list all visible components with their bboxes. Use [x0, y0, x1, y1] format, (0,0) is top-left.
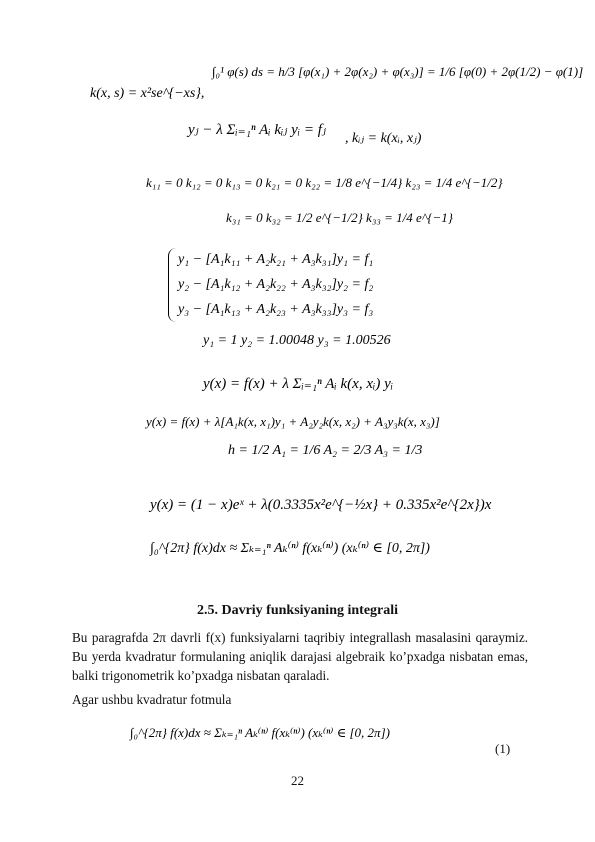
approximate-solution: y(x) = f(x) + λ Σᵢ₌₁ⁿ Aᵢ k(x, xᵢ) yᵢ — [203, 376, 394, 392]
system-solutions: y₁ = 1 y₂ = 1.00048 y₃ = 1.00526 — [203, 333, 391, 348]
linear-system-equation: yⱼ − λ Σᵢ₌₁ⁿ Aᵢ kᵢⱼ yᵢ = fⱼ — [188, 122, 326, 138]
formula-intro: Agar ushbu kvadratur fotmula — [72, 692, 232, 707]
kernel-notation: , kᵢⱼ = k(xᵢ, xⱼ) — [345, 131, 422, 146]
system-row-2: y₂ − [A₁k₁₂ + A₂k₂₂ + A₃k₃₂]y₂ = f₂ — [178, 277, 374, 292]
section-heading: 2.5. Davriy funksiyaning integrali — [196, 603, 399, 618]
page-number: 22 — [291, 773, 304, 788]
system-brace — [168, 248, 177, 322]
formula-1: ∫₀^{2π} f(x)dx ≈ Σₖ₌₁ⁿ Aₖ⁽ⁿ⁾ f(xₖ⁽ⁿ⁾) (xₖ⁽ⁿ⁾ ∈ [0, 2π]) — [130, 725, 390, 740]
system-row-3: y₃ − [A₁k₁₃ + A₂k₂₃ + A₃k₃₃]y₃ = f₃ — [178, 302, 374, 317]
quadrature-coefficients: h = 1/2 A₁ = 1/6 A₂ = 2/3 A₃ = 1/3 — [228, 443, 423, 458]
periodic-quadrature-formula: ∫₀^{2π} f(x)dx ≈ Σₖ₌₁ⁿ Aₖ⁽ⁿ⁾ f(xₖ⁽ⁿ⁾) (xₖ⁽ⁿ⁾ ∈ [0, 2π]) — [150, 541, 430, 556]
equation-number: (1) — [495, 741, 511, 756]
system-row-1: y₁ − [A₁k₁₁ + A₂k₂₁ + A₃k₃₁]y₁ = f₁ — [178, 252, 374, 267]
kernel-values-row-1: k₁₁ = 0 k₁₂ = 0 k₁₃ = 0 k₂₁ = 0 k₂₂ = 1/8 e^{−1/4} k₂₃ = 1/4 e^{−1/2} — [146, 175, 503, 190]
kernel-values-row-2: k₃₁ = 0 k₃₂ = 1/2 e^{−1/2} k₃₃ = 1/4 e^{−1} — [226, 210, 453, 225]
final-solution: y(x) = (1 − x)eˣ + λ(0.3335x²e^{−½x} + 0.335x²e^{2x})x — [150, 497, 492, 513]
approximate-solution-expanded: y(x) = f(x) + λ[A₁k(x, x₁)y₁ + A₂y₂k(x, x₂) + A₃y₃k(x, x₃)] — [146, 414, 440, 429]
simpson-formula: ∫₀¹ φ(s) ds = h/3 [φ(x₁) + 2φ(x₂) + φ(x₃)] = 1/6 [φ(0) + 2φ(1/2) − φ(1)] — [212, 64, 584, 79]
section-paragraph: Bu paragrafda 2π davrli f(x) funksiyalarni taqribiy integrallash masalasini qaraymiz. Bu yerda kvadratur formulaning aniqlik darajasi algebraik ko’pxadga nisbatan emas, balki trigonometrik ko’pxadga nisbatan qaraladi. — [72, 630, 528, 683]
kernel-definition: k(x, s) = x²se^{−xs}, — [90, 86, 205, 101]
